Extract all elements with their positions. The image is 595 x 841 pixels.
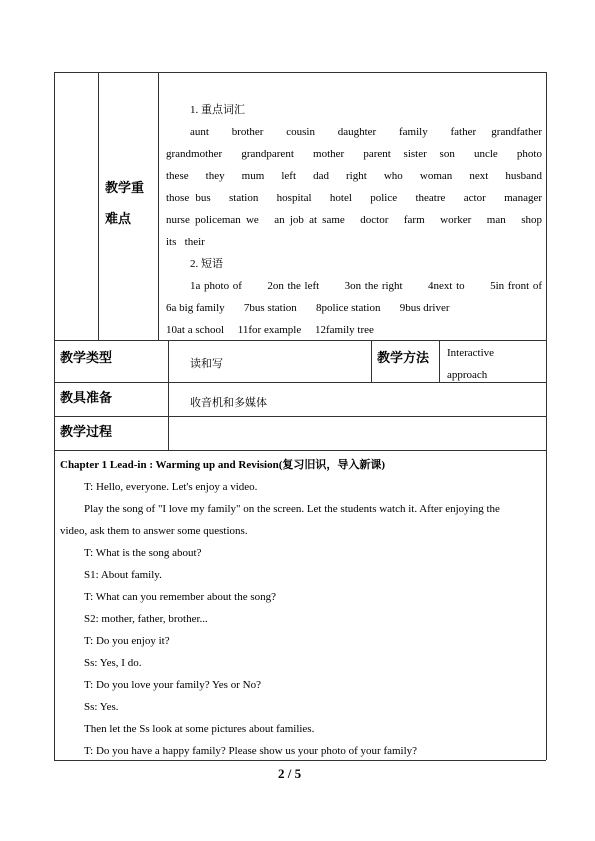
type-value: 读和写 <box>190 357 223 370</box>
tools-label: 教具准备 <box>60 391 113 406</box>
chapter-line: S2: mother, father, brother... <box>84 613 208 625</box>
tools-value: 收音机和多媒体 <box>190 396 267 409</box>
chapter-title: Chapter 1 Lead-in : Warming up and Revision(复习旧识，导入新课) <box>60 459 386 471</box>
method-label-left-line <box>371 340 372 382</box>
table-divider-tools <box>54 416 546 417</box>
chapter-line: T: What can you remember about the song? <box>84 591 276 603</box>
objectives-label-column-line <box>98 72 99 340</box>
chapter-line: Play the song of "I love my family" on the screen. Let the students watch it. After enjoying the <box>84 503 500 515</box>
vocab-heading: 1. 重点词汇 <box>190 104 245 116</box>
process-label: 教学过程 <box>60 425 113 440</box>
chapter-line: T: Do you love your family? Yes or No? <box>84 679 261 691</box>
phrase-heading: 2. 短语 <box>190 258 223 270</box>
method-label-right-line <box>439 340 440 382</box>
table-divider-type <box>54 382 546 383</box>
page-number: 2 / 5 <box>278 766 302 781</box>
vocab-line: these they mum left dad right who woman next husband <box>166 170 542 182</box>
table-border-top <box>54 72 546 73</box>
table-border-right <box>546 72 547 760</box>
chapter-line: T: Hello, everyone. Let's enjoy a video. <box>84 481 258 493</box>
vocab-line: grandmother grandparent mother parent sister son uncle photo <box>166 148 542 160</box>
chapter-line: S1: About family. <box>84 569 162 581</box>
objectives-label-line1: 教学重 <box>105 181 145 196</box>
phrase-line: 10at a school 11for example 12family tree <box>166 324 374 336</box>
phrase-line: 6a big family 7bus station 8police station 9bus driver <box>166 302 450 314</box>
table-divider-objectives <box>54 340 546 341</box>
chapter-line: Ss: Yes. <box>84 701 119 713</box>
method-label: 教学方法 <box>377 351 430 366</box>
table-divider-process <box>54 450 546 451</box>
method-value-line2: approach <box>447 369 488 381</box>
table-border-bottom <box>54 760 546 761</box>
method-value-line1: Interactive <box>447 347 495 359</box>
objectives-label-line2: 难点 <box>105 212 132 227</box>
vocab-line: its their <box>166 236 205 248</box>
vocab-line: aunt brother cousin daughter family father grandfather <box>190 126 542 138</box>
chapter-line: Then let the Ss look at some pictures about families. <box>84 723 315 735</box>
chapter-line: T: Do you enjoy it? <box>84 635 170 647</box>
type-label-column-line <box>168 340 169 450</box>
phrase-line: 1a photo of 2on the left 3on the right 4next to 5in front of <box>190 280 542 292</box>
vocab-line: nurse policeman we an job at same doctor farm worker man shop <box>166 214 542 226</box>
vocab-line: those bus station hospital hotel police theatre actor manager <box>166 192 542 204</box>
chapter-line: video, ask them to answer some questions. <box>60 525 248 537</box>
chapter-line: T: Do you have a happy family? Please show us your photo of your family? <box>84 745 418 757</box>
type-label: 教学类型 <box>60 351 113 366</box>
table-border-left <box>54 72 55 760</box>
objectives-content-column-line <box>158 72 159 340</box>
chapter-line: T: What is the song about? <box>84 547 202 559</box>
chapter-line: Ss: Yes, I do. <box>84 657 142 669</box>
